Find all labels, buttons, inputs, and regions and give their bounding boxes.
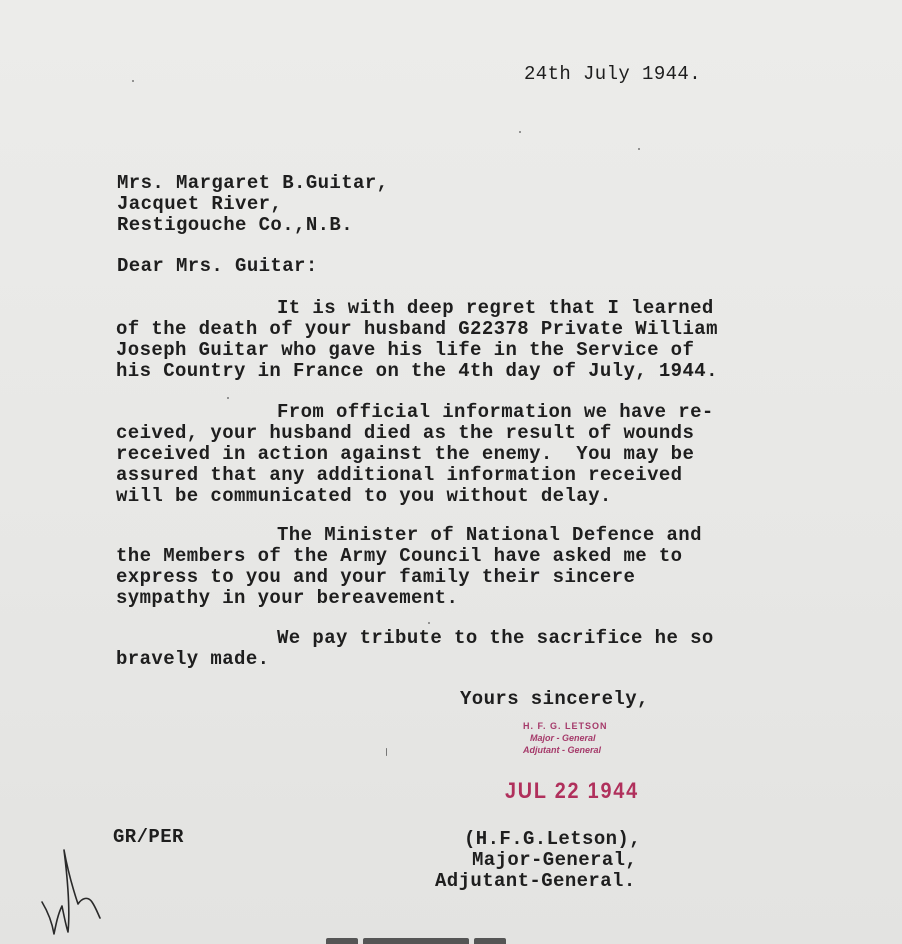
recipient-address-line: Restigouche Co.,N.B. [117,214,354,236]
paper-speck [428,622,430,624]
letter-date: 24th July 1944. [524,63,702,85]
paragraph-1-line: his Country in France on the 4th day of July, 1944. [116,360,718,382]
paragraph-2-line: From official information we have re- [277,401,714,423]
signatory-title: Adjutant-General. [435,870,636,892]
paragraph-4-line: bravely made. [116,648,270,670]
paragraph-3-line: sympathy in your bereavement. [116,587,459,609]
recipient-address-line: Jacquet River, [117,193,283,215]
date-stamp: JUL 22 1944 [505,778,639,803]
paragraph-2-line: received in action against the enemy. You may be [116,443,695,465]
signatory-rank: Major-General, [472,849,638,871]
paper-speck [132,80,134,82]
paragraph-3-line: the Members of the Army Council have asked me to [116,545,683,567]
paragraph-3-line: express to you and your family their sincere [116,566,636,588]
handwritten-mark-icon [38,842,108,937]
closing: Yours sincerely, [460,688,649,710]
typist-initials: GR/PER [113,826,184,848]
paragraph-1-line: It is with deep regret that I learned [277,297,714,319]
paragraph-2-line: will be communicated to you without delay. [116,485,612,507]
paper-speck [638,148,640,150]
stamp-name: H. F. G. LETSON [523,721,608,731]
stamp-rank: Major - General [530,733,596,743]
stamp-title: Adjutant - General [523,745,602,755]
recipient-name: Mrs. Margaret B.Guitar, [117,172,389,194]
paragraph-3-line: The Minister of National Defence and [277,524,702,546]
paper-speck [519,131,521,133]
paragraph-2-line: ceived, your husband died as the result of wounds [116,422,695,444]
paragraph-2-line: assured that any additional information received [116,464,683,486]
paragraph-1-line: of the death of your husband G22378 Private William [116,318,718,340]
paper-speck [227,397,229,399]
viewer-toolbar-edge [326,938,506,944]
salutation: Dear Mrs. Guitar: [117,255,318,277]
paper-speck [386,748,387,756]
signatory-name: (H.F.G.Letson), [464,828,642,850]
paragraph-1-line: Joseph Guitar who gave his life in the Service of [116,339,695,361]
paragraph-4-line: We pay tribute to the sacrifice he so [277,627,714,649]
